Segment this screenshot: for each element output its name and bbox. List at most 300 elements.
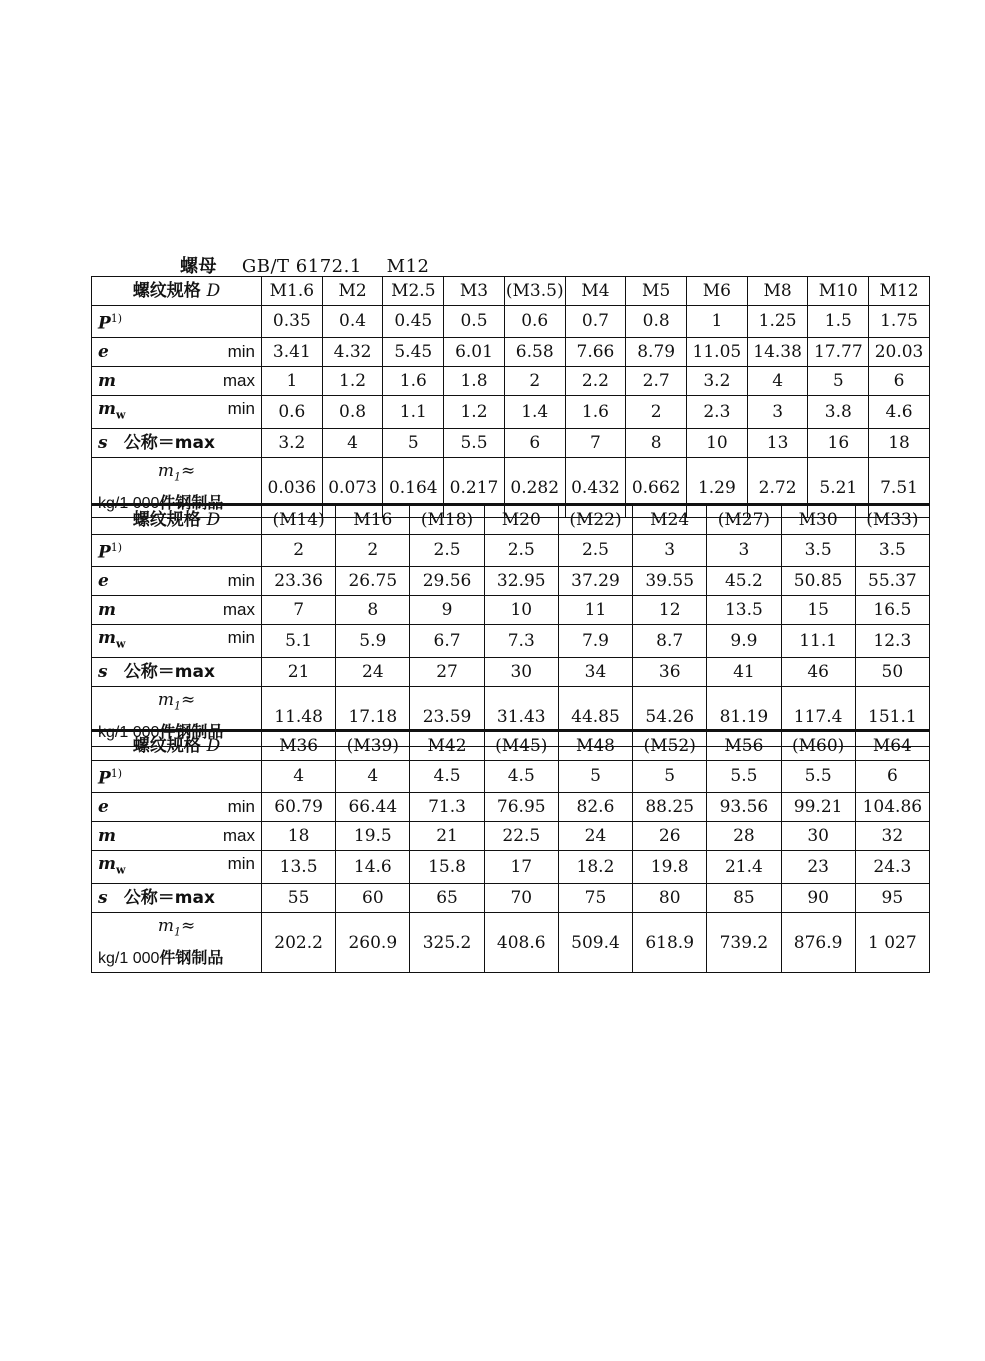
m1-value-cell: 31.43 — [484, 687, 558, 747]
dimension-table-block-2 — [91, 503, 930, 747]
mw-value-cell: 12.3 — [855, 624, 929, 657]
mw-value-cell: 7.9 — [558, 624, 632, 657]
mw-symbol: m — [98, 398, 116, 419]
s-value-cell: 46 — [781, 658, 855, 687]
mw-value-cell: 7.3 — [484, 624, 558, 657]
table-row-header — [92, 505, 930, 535]
e-value-cell: 71.3 — [410, 792, 484, 821]
table-row-header — [92, 731, 930, 761]
s-value-cell: 18 — [869, 429, 930, 458]
m-value-cell: 5 — [808, 366, 869, 395]
p-value-cell: 2.5 — [558, 535, 632, 567]
p-value-cell: 0.5 — [444, 306, 505, 338]
mass-symbol: m — [157, 690, 174, 711]
e-value-cell: 104.86 — [855, 792, 929, 821]
mw-value-cell: 17 — [484, 850, 558, 883]
thread-size-cell: (M52) — [633, 731, 707, 761]
table-row-m — [92, 595, 930, 624]
row-label-m-max — [92, 366, 262, 395]
m-value-cell: 16.5 — [855, 595, 929, 624]
row-label-thread-size — [92, 731, 262, 761]
p-value-cell: 5 — [558, 761, 632, 793]
pitch-footnote: 1) — [110, 767, 123, 780]
mw-value-cell: 5.9 — [336, 624, 410, 657]
header-symbol: D — [206, 736, 221, 756]
m1-value-cell: 0.432 — [565, 458, 626, 518]
m1-value-cell: 23.59 — [410, 687, 484, 747]
thread-size-cell: M3 — [444, 277, 505, 306]
m1-value-cell: 11.48 — [262, 687, 336, 747]
mass-subscript: 1 — [173, 470, 181, 484]
mw-qualifier: min — [227, 853, 255, 873]
e-value-cell: 37.29 — [558, 566, 632, 595]
e-value-cell: 99.21 — [781, 792, 855, 821]
mw-symbol: m — [98, 853, 116, 874]
m-value-cell: 1.8 — [444, 366, 505, 395]
mass-unit-kg: kg/1 000 — [98, 495, 160, 513]
mw-value-cell: 3 — [747, 395, 808, 428]
e-value-cell: 23.36 — [262, 566, 336, 595]
m-value-cell: 1.2 — [322, 366, 383, 395]
p-value-cell: 0.4 — [322, 306, 383, 338]
m1-value-cell: 509.4 — [558, 913, 632, 973]
m1-value-cell: 44.85 — [558, 687, 632, 747]
e-value-cell: 50.85 — [781, 566, 855, 595]
s-value-cell: 13 — [747, 429, 808, 458]
s-value-cell: 95 — [855, 884, 929, 913]
e-qualifier: min — [227, 570, 255, 590]
thread-size-cell: (M33) — [855, 505, 929, 535]
m-value-cell: 18 — [262, 821, 336, 850]
m1-value-cell: 876.9 — [781, 913, 855, 973]
e-qualifier: min — [227, 341, 255, 361]
thread-size-cell: M2.5 — [383, 277, 444, 306]
header-symbol: D — [206, 510, 221, 530]
thread-size-cell: (M18) — [410, 505, 484, 535]
table-row-e — [92, 792, 930, 821]
mass-unit-line — [98, 945, 255, 972]
s-qualifier: 公称＝max — [123, 888, 215, 909]
s-value-cell: 8 — [626, 429, 687, 458]
thread-size-cell: M16 — [336, 505, 410, 535]
mass-symbol-line — [98, 458, 255, 490]
caption-label: 螺母 — [180, 256, 217, 277]
thread-size-cell: M56 — [707, 731, 781, 761]
table-row-p — [92, 535, 930, 567]
mw-value-cell: 3.8 — [808, 395, 869, 428]
mw-value-cell: 11.1 — [781, 624, 855, 657]
e-value-cell: 88.25 — [633, 792, 707, 821]
mw-value-cell: 1.1 — [383, 395, 444, 428]
p-value-cell: 4 — [336, 761, 410, 793]
caption-size: M12 — [386, 256, 430, 277]
thread-size-cell: (M14) — [262, 505, 336, 535]
m1-value-cell: 325.2 — [410, 913, 484, 973]
m-qualifier: max — [222, 825, 255, 845]
s-value-cell: 50 — [855, 658, 929, 687]
m-qualifier: max — [222, 599, 255, 619]
mw-value-cell: 19.8 — [633, 850, 707, 883]
mass-approx: ≈ — [180, 461, 196, 482]
e-qualifier: min — [227, 796, 255, 816]
e-value-cell: 32.95 — [484, 566, 558, 595]
thread-size-cell: M36 — [262, 731, 336, 761]
m-symbol: m — [98, 825, 116, 846]
row-label-s-nominal — [92, 658, 262, 687]
dimension-table-block-3 — [91, 729, 930, 973]
s-symbol: s — [98, 662, 108, 683]
s-value-cell: 4 — [322, 429, 383, 458]
e-value-cell: 26.75 — [336, 566, 410, 595]
row-label-thread-size — [92, 505, 262, 535]
m-value-cell: 2 — [504, 366, 565, 395]
p-value-cell: 5 — [633, 761, 707, 793]
m1-value-cell: 17.18 — [336, 687, 410, 747]
e-value-cell: 11.05 — [687, 337, 748, 366]
mass-unit-cn: 件钢制品 — [159, 493, 224, 513]
m1-value-cell: 618.9 — [633, 913, 707, 973]
s-value-cell: 7 — [565, 429, 626, 458]
m-value-cell: 4 — [747, 366, 808, 395]
mw-value-cell: 2 — [626, 395, 687, 428]
mw-value-cell: 15.8 — [410, 850, 484, 883]
m-value-cell: 12 — [633, 595, 707, 624]
table-row-e — [92, 566, 930, 595]
e-value-cell: 3.41 — [262, 337, 323, 366]
m1-value-cell: 5.21 — [808, 458, 869, 518]
header-label: 螺纹规格 — [132, 281, 201, 301]
m1-value-cell: 54.26 — [633, 687, 707, 747]
mw-value-cell: 18.2 — [558, 850, 632, 883]
mass-unit-kg: kg/1 000 — [98, 950, 160, 968]
mw-value-cell: 6.7 — [410, 624, 484, 657]
mass-approx: ≈ — [180, 916, 196, 937]
mw-value-cell: 4.6 — [869, 395, 930, 428]
m1-value-cell: 0.662 — [626, 458, 687, 518]
s-value-cell: 5.5 — [444, 429, 505, 458]
thread-size-cell: M10 — [808, 277, 869, 306]
s-value-cell: 80 — [633, 884, 707, 913]
mw-value-cell: 2.3 — [687, 395, 748, 428]
m-value-cell: 1 — [262, 366, 323, 395]
row-label-mw-min — [92, 850, 262, 883]
table-caption — [180, 256, 430, 278]
m-value-cell: 30 — [781, 821, 855, 850]
mw-value-cell: 21.4 — [707, 850, 781, 883]
p-value-cell: 4 — [262, 761, 336, 793]
s-value-cell: 21 — [262, 658, 336, 687]
e-value-cell: 6.58 — [504, 337, 565, 366]
thread-size-cell: (M39) — [336, 731, 410, 761]
thread-size-cell: (M27) — [707, 505, 781, 535]
thread-size-cell: (M60) — [781, 731, 855, 761]
s-value-cell: 5 — [383, 429, 444, 458]
p-value-cell: 3.5 — [781, 535, 855, 567]
mw-value-cell: 0.8 — [322, 395, 383, 428]
s-value-cell: 41 — [707, 658, 781, 687]
m-value-cell: 10 — [484, 595, 558, 624]
p-value-cell: 2.5 — [484, 535, 558, 567]
row-label-e-min — [92, 792, 262, 821]
row-label-s-nominal — [92, 429, 262, 458]
table-row-p — [92, 761, 930, 793]
mw-value-cell: 8.7 — [633, 624, 707, 657]
row-label-m-max — [92, 821, 262, 850]
p-value-cell: 5.5 — [707, 761, 781, 793]
p-value-cell: 3.5 — [855, 535, 929, 567]
mass-symbol-line — [98, 687, 255, 719]
mw-value-cell: 5.1 — [262, 624, 336, 657]
mw-qualifier: min — [227, 627, 255, 647]
mw-subscript: w — [116, 637, 126, 651]
m1-value-cell: 202.2 — [262, 913, 336, 973]
e-value-cell: 93.56 — [707, 792, 781, 821]
s-value-cell: 60 — [336, 884, 410, 913]
e-symbol: e — [98, 796, 109, 817]
e-value-cell: 14.38 — [747, 337, 808, 366]
p-value-cell: 0.7 — [565, 306, 626, 338]
m-value-cell: 24 — [558, 821, 632, 850]
s-value-cell: 10 — [687, 429, 748, 458]
m-value-cell: 6 — [869, 366, 930, 395]
m1-value-cell: 1 027 — [855, 913, 929, 973]
caption-standard: GB/T 6172.1 — [241, 256, 362, 277]
p-value-cell: 1.25 — [747, 306, 808, 338]
e-value-cell: 29.56 — [410, 566, 484, 595]
m1-value-cell: 2.72 — [747, 458, 808, 518]
s-symbol: s — [98, 888, 108, 909]
row-label-pitch — [92, 761, 262, 793]
row-label-e-min — [92, 337, 262, 366]
pitch-symbol: P — [98, 768, 111, 789]
mass-unit-cn: 件钢制品 — [159, 948, 224, 968]
m1-value-cell: 151.1 — [855, 687, 929, 747]
mw-subscript: w — [116, 408, 126, 422]
s-value-cell: 3.2 — [262, 429, 323, 458]
p-value-cell: 0.45 — [383, 306, 444, 338]
p-value-cell: 0.6 — [504, 306, 565, 338]
pitch-footnote: 1) — [110, 312, 123, 325]
e-value-cell: 20.03 — [869, 337, 930, 366]
mw-value-cell: 23 — [781, 850, 855, 883]
m1-value-cell: 408.6 — [484, 913, 558, 973]
s-value-cell: 55 — [262, 884, 336, 913]
mass-unit-cn: 件钢制品 — [159, 722, 224, 742]
thread-size-cell: M5 — [626, 277, 687, 306]
m1-value-cell: 0.282 — [504, 458, 565, 518]
s-value-cell: 6 — [504, 429, 565, 458]
table-row-header — [92, 277, 930, 306]
thread-size-cell: M64 — [855, 731, 929, 761]
table-row-mw — [92, 624, 930, 657]
mass-unit-kg: kg/1 000 — [98, 724, 160, 742]
m-value-cell: 11 — [558, 595, 632, 624]
mw-qualifier: min — [227, 398, 255, 418]
m-value-cell: 1.6 — [383, 366, 444, 395]
thread-size-cell: M2 — [322, 277, 383, 306]
m-value-cell: 2.2 — [565, 366, 626, 395]
thread-size-cell: (M3.5) — [504, 277, 565, 306]
pitch-footnote: 1) — [110, 541, 123, 554]
p-value-cell: 0.35 — [262, 306, 323, 338]
e-value-cell: 55.37 — [855, 566, 929, 595]
mw-subscript: w — [116, 863, 126, 877]
header-symbol: D — [206, 281, 221, 301]
s-qualifier: 公称＝max — [123, 433, 215, 454]
m1-value-cell: 0.164 — [383, 458, 444, 518]
e-value-cell: 8.79 — [626, 337, 687, 366]
mw-value-cell: 14.6 — [336, 850, 410, 883]
table-row-m1 — [92, 913, 930, 973]
p-value-cell: 3 — [707, 535, 781, 567]
thread-size-cell: M8 — [747, 277, 808, 306]
thread-size-cell: M24 — [633, 505, 707, 535]
row-label-thread-size — [92, 277, 262, 306]
m-value-cell: 13.5 — [707, 595, 781, 624]
e-value-cell: 39.55 — [633, 566, 707, 595]
m1-value-cell: 260.9 — [336, 913, 410, 973]
p-value-cell: 2 — [336, 535, 410, 567]
mw-value-cell: 13.5 — [262, 850, 336, 883]
thread-size-cell: M20 — [484, 505, 558, 535]
mw-symbol: m — [98, 627, 116, 648]
row-label-s-nominal — [92, 884, 262, 913]
m1-value-cell: 0.073 — [322, 458, 383, 518]
s-value-cell: 75 — [558, 884, 632, 913]
thread-size-cell: (M22) — [558, 505, 632, 535]
s-value-cell: 16 — [808, 429, 869, 458]
table-row-p — [92, 306, 930, 338]
mass-symbol-line — [98, 913, 255, 945]
table-row-mw — [92, 395, 930, 428]
m-value-cell: 32 — [855, 821, 929, 850]
s-value-cell: 27 — [410, 658, 484, 687]
e-symbol: e — [98, 341, 109, 362]
p-value-cell: 4.5 — [484, 761, 558, 793]
m-value-cell: 2.7 — [626, 366, 687, 395]
thread-size-cell: M6 — [687, 277, 748, 306]
s-qualifier: 公称＝max — [123, 662, 215, 683]
table-row-s — [92, 429, 930, 458]
e-value-cell: 7.66 — [565, 337, 626, 366]
s-value-cell: 30 — [484, 658, 558, 687]
row-label-pitch — [92, 306, 262, 338]
s-value-cell: 36 — [633, 658, 707, 687]
table-row-e — [92, 337, 930, 366]
e-value-cell: 4.32 — [322, 337, 383, 366]
mw-value-cell: 1.4 — [504, 395, 565, 428]
mw-value-cell: 9.9 — [707, 624, 781, 657]
thread-size-cell: M4 — [565, 277, 626, 306]
p-value-cell: 1 — [687, 306, 748, 338]
pitch-symbol: P — [98, 313, 111, 334]
m-value-cell: 8 — [336, 595, 410, 624]
s-value-cell: 90 — [781, 884, 855, 913]
s-value-cell: 24 — [336, 658, 410, 687]
p-value-cell: 1.75 — [869, 306, 930, 338]
e-value-cell: 60.79 — [262, 792, 336, 821]
m-value-cell: 26 — [633, 821, 707, 850]
m-symbol: m — [98, 370, 116, 391]
row-label-e-min — [92, 566, 262, 595]
m-qualifier: max — [222, 370, 255, 390]
e-value-cell: 5.45 — [383, 337, 444, 366]
m-value-cell: 3.2 — [687, 366, 748, 395]
thread-size-cell: M12 — [869, 277, 930, 306]
mw-value-cell: 1.2 — [444, 395, 505, 428]
e-value-cell: 66.44 — [336, 792, 410, 821]
table-row-s — [92, 658, 930, 687]
mass-approx: ≈ — [180, 690, 196, 711]
m-value-cell: 15 — [781, 595, 855, 624]
row-label-mw-min — [92, 395, 262, 428]
row-label-m-max — [92, 595, 262, 624]
p-value-cell: 2.5 — [410, 535, 484, 567]
e-symbol: e — [98, 570, 109, 591]
mw-value-cell: 0.6 — [262, 395, 323, 428]
m1-value-cell: 117.4 — [781, 687, 855, 747]
table-row-m — [92, 821, 930, 850]
e-value-cell: 76.95 — [484, 792, 558, 821]
m1-value-cell: 1.29 — [687, 458, 748, 518]
m1-value-cell: 7.51 — [869, 458, 930, 518]
p-value-cell: 6 — [855, 761, 929, 793]
p-value-cell: 5.5 — [781, 761, 855, 793]
m-value-cell: 28 — [707, 821, 781, 850]
m1-value-cell: 81.19 — [707, 687, 781, 747]
p-value-cell: 0.8 — [626, 306, 687, 338]
m1-value-cell: 0.217 — [444, 458, 505, 518]
m-value-cell: 21 — [410, 821, 484, 850]
mass-subscript: 1 — [173, 699, 181, 713]
p-value-cell: 2 — [262, 535, 336, 567]
s-value-cell: 65 — [410, 884, 484, 913]
header-label: 螺纹规格 — [132, 736, 201, 756]
thread-size-cell: M30 — [781, 505, 855, 535]
m1-value-cell: 0.036 — [262, 458, 323, 518]
e-value-cell: 82.6 — [558, 792, 632, 821]
mass-symbol: m — [157, 916, 174, 937]
thread-size-cell: M48 — [558, 731, 632, 761]
s-value-cell: 85 — [707, 884, 781, 913]
dimension-table-block-1 — [91, 276, 930, 518]
p-value-cell: 4.5 — [410, 761, 484, 793]
mw-value-cell: 24.3 — [855, 850, 929, 883]
m-value-cell: 22.5 — [484, 821, 558, 850]
m1-value-cell: 739.2 — [707, 913, 781, 973]
thread-size-cell: M42 — [410, 731, 484, 761]
p-value-cell: 3 — [633, 535, 707, 567]
row-label-mass — [92, 913, 262, 973]
m-value-cell: 19.5 — [336, 821, 410, 850]
m-symbol: m — [98, 599, 116, 620]
mass-subscript: 1 — [173, 925, 181, 939]
thread-size-cell: (M45) — [484, 731, 558, 761]
s-value-cell: 70 — [484, 884, 558, 913]
row-label-mw-min — [92, 624, 262, 657]
header-label: 螺纹规格 — [132, 510, 201, 530]
table-row-m — [92, 366, 930, 395]
thread-size-cell: M1.6 — [262, 277, 323, 306]
mass-symbol: m — [157, 461, 174, 482]
table-row-s — [92, 884, 930, 913]
table-row-mw — [92, 850, 930, 883]
e-value-cell: 6.01 — [444, 337, 505, 366]
pitch-symbol: P — [98, 542, 111, 563]
s-symbol: s — [98, 433, 108, 454]
mw-value-cell: 1.6 — [565, 395, 626, 428]
m-value-cell: 9 — [410, 595, 484, 624]
